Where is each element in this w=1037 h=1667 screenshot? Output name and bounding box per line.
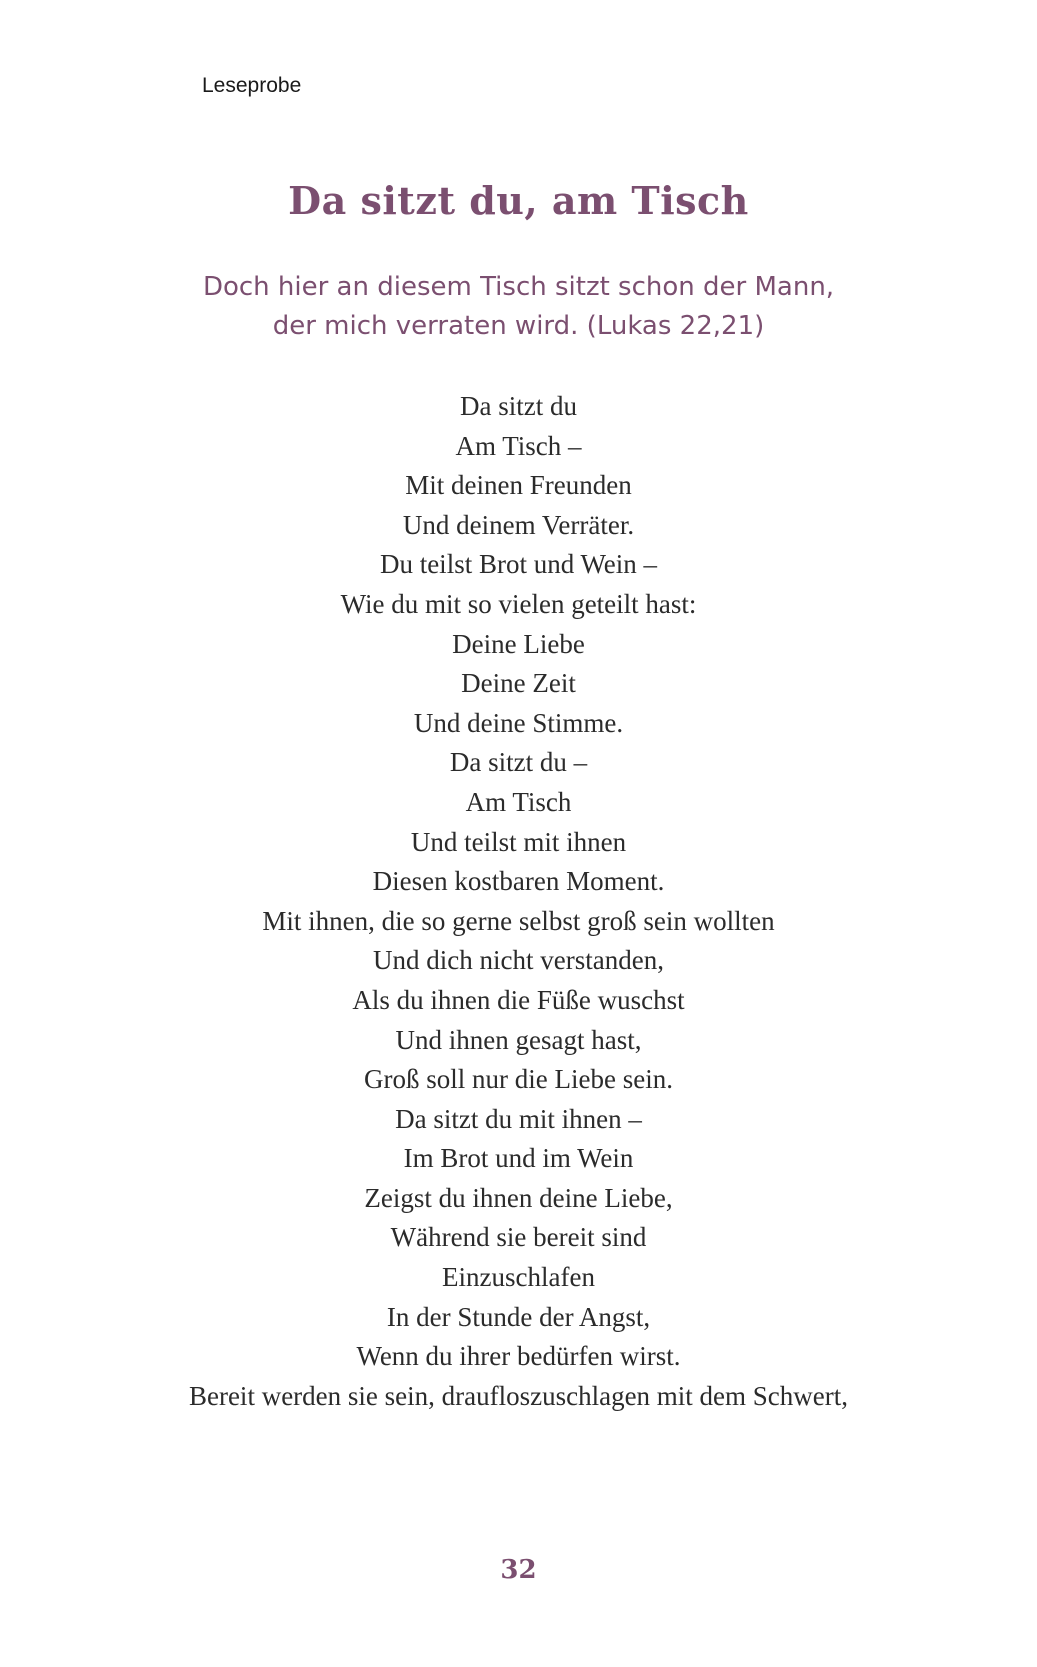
poem-line: Du teilst Brot und Wein –: [379, 549, 658, 580]
poem-line: Deine Zeit: [461, 668, 576, 699]
poem-line: Und deine Stimme.: [413, 707, 624, 738]
poem-line: Und dich nicht verstanden,: [373, 945, 664, 976]
poem-line: Am Tisch: [465, 786, 572, 817]
poem: [0, 387, 1037, 1416]
poem-line: Diesen kostbaren Moment.: [372, 866, 665, 897]
poem-line: Einzuschlafen: [442, 1262, 595, 1293]
poem-line: In der Stunde der Angst,: [386, 1301, 651, 1332]
poem-line: Und ihnen gesagt hast,: [395, 1024, 642, 1055]
poem-line: Mit ihnen, die so gerne selbst groß sein wollten: [262, 905, 775, 936]
epigraph-line: Doch hier an diesem Tisch sitzt schon der Mann,: [202, 272, 835, 302]
poem-line: Mit deinen Freunden: [405, 470, 632, 501]
poem-line: Zeigst du ihnen deine Liebe,: [364, 1182, 673, 1213]
epigraph: [0, 268, 1037, 346]
epigraph-line: der mich verraten wird. (Lukas 22,21): [272, 311, 765, 341]
poem-line: Und deinem Verräter.: [402, 509, 635, 540]
poem-line: Wenn du ihrer bedürfen wirst.: [356, 1341, 681, 1372]
header-label: Leseprobe: [202, 74, 302, 97]
page-number: 32: [500, 1555, 537, 1585]
poem-line: Da sitzt du mit ihnen –: [395, 1103, 642, 1134]
poem-line: Da sitzt du: [460, 391, 577, 421]
poem-line: Während sie bereit sind: [390, 1222, 647, 1253]
poem-line: Und teilst mit ihnen: [410, 826, 627, 857]
poem-line: Deine Liebe: [452, 628, 585, 659]
poem-line: Groß soll nur die Liebe sein.: [364, 1064, 673, 1095]
poem-line: Bereit werden sie sein, draufloszuschlagen mit dem Schwert,: [188, 1380, 849, 1411]
poem-line: Als du ihnen die Füße wuschst: [352, 984, 685, 1015]
chapter-title: Da sitzt du, am Tisch: [288, 178, 749, 223]
poem-line: Da sitzt du –: [449, 747, 588, 778]
poem-line: Wie du mit so vielen geteilt hast:: [340, 588, 697, 619]
poem-line: Am Tisch –: [455, 430, 582, 461]
poem-line: Im Brot und im Wein: [403, 1143, 634, 1174]
